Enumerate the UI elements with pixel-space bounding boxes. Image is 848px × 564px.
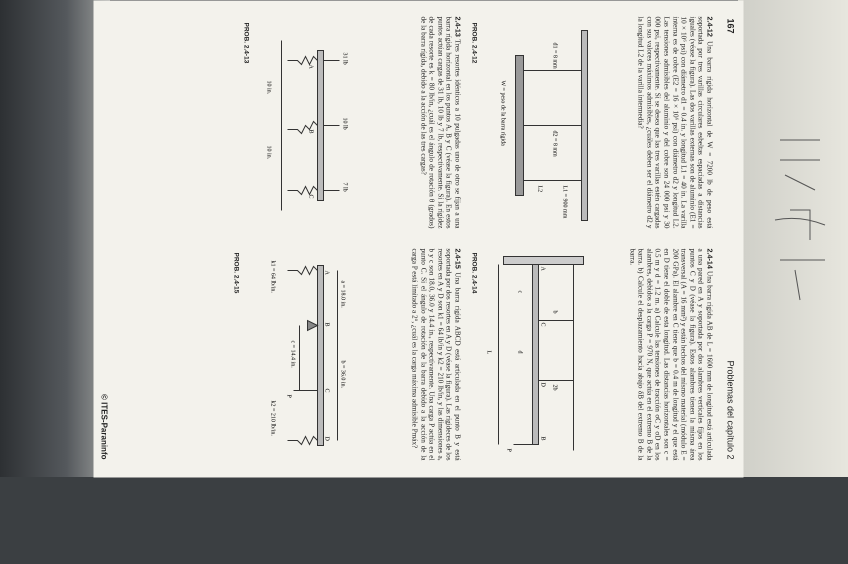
dim-b: b xyxy=(551,310,558,314)
dim-2b: 2b xyxy=(551,384,558,391)
k2-label: k2 = 210 lb/in. xyxy=(269,400,276,436)
spacing-BC: 10 in. xyxy=(265,145,272,160)
weight-caption: W = peso de la barra rígida xyxy=(499,80,506,146)
load-C: 7 lb xyxy=(341,182,348,192)
point-B: B xyxy=(307,129,314,134)
problem-number: 2.4-14 xyxy=(705,248,715,269)
problem-text: Tres resortes idénticos a 10 pulgadas uno de otro se fijan a una barra rígida horizontal en los puntos A, B y C (véase la figura). En estos puntos actúan cargas de 31 lb, 10 lb y 7 lb, respectivamente. Si la rigidez de cada resorte es k = 80 lb/in, ¿cuál es el ángulo de rotación θ (grados) de la barra rígida, debido a la acción de las tres cargas? xyxy=(419,16,462,229)
point-D: D xyxy=(323,436,330,441)
handwritten-notes-drawing xyxy=(770,120,830,320)
point-B: B xyxy=(539,436,546,441)
problem-2-4-14 xyxy=(628,249,714,461)
problem-number: 2.4-13 xyxy=(453,16,463,37)
dim-L: L xyxy=(485,350,492,355)
point-D: D xyxy=(539,382,546,387)
figure-prob-2-4-14 xyxy=(484,251,594,461)
point-C: C xyxy=(539,322,546,327)
point-A: A xyxy=(307,64,314,69)
chapter-header: Problemas del capítulo 2 xyxy=(725,360,736,460)
problem-number: 2.4-12 xyxy=(705,16,715,37)
d2-label: d2 = 8 mm xyxy=(551,130,558,157)
L1-label: L1 = 900 mm xyxy=(561,185,568,219)
load-P: P xyxy=(285,394,292,398)
dim-a: a = 18.0 in. xyxy=(339,280,346,308)
load-A: 31 lb xyxy=(341,52,348,65)
problem-text: Una barra rígida horizontal de W = 7200 lb de peso está soportada por tres varillas circulares esbeltas espaciadas a distancias iguales (véase la figura). Las dos varillas externas son de aluminio (E1 = 10 × 10⁶ psi) con diámetro d1 = 0.4 in. y longitud L1 = 40 in. La varilla interna es de cobre (E2 = 16 × 10⁶ psi) con diámetro d2 y longitud L2. Las tensiones admisibles del aluminio y del cobre son 24 000 psi y 30 000 psi, respectivamente. Si se desea que las tres varillas estén cargadas con sus valores máximos admisibles, ¿cuáles deben ser el diámetro d2 y la longitud L2 de la varilla intermedia? xyxy=(636,16,714,229)
page-header xyxy=(722,19,736,460)
point-C: C xyxy=(307,194,314,199)
point-A: A xyxy=(539,266,546,271)
figure-label-2-4-14: PROB. 2.4-14 xyxy=(470,252,478,294)
publisher-footer: © ITES-Paraninfo xyxy=(99,394,109,460)
figure-label-2-4-15: PROB. 2.4-15 xyxy=(232,252,240,294)
k1-label: k1 = 64 lb/in. xyxy=(269,260,276,293)
load-P: P xyxy=(505,448,512,452)
figure-prob-2-4-13 xyxy=(254,21,354,231)
spacing-AB: 10 in. xyxy=(265,80,272,95)
figure-label-2-4-12: PROB. 2.4-12 xyxy=(470,22,478,64)
textbook-page xyxy=(94,0,744,564)
problem-text: Una barra rígida AB de L = 1600 mm de longitud está articulada a una pared en A y soportada por dos alambres verticales fijos en los puntos C y D (véase la figura). Estos alambres tienen la misma área transversal (A = 16 mm²) y están hechos del mismo material (módulo E = 200 GPa). El alambre en C tiene que b = 0.4 m de longitud y el que está en D tiene el doble de esta longitud. Las distancias horizontales son c = 0.5 m y d = 1.2 m. a) Calcule las tensiones de tracción σC y σD en los alambres, debidos a la carga P = 970 N, que actúa en el extremo B de la barra. b) Calcule el desplazamiento hacia abajo δB del extremo B de la barra. xyxy=(628,248,714,461)
L2-label: L2 xyxy=(536,185,543,193)
problem-2-4-15 xyxy=(410,249,462,461)
problem-2-4-13 xyxy=(419,17,462,229)
page-number: 167 xyxy=(725,18,736,34)
figure-label-2-4-13: PROB. 2.4-13 xyxy=(242,22,250,64)
point-B: B xyxy=(323,322,330,327)
page-sheet xyxy=(94,1,744,478)
point-A: A xyxy=(323,270,330,275)
dim-b: b = 36.0 in. xyxy=(339,360,346,389)
point-C: C xyxy=(323,388,330,393)
dim-c: c xyxy=(516,290,523,294)
problem-number: 2.4-15 xyxy=(453,248,463,269)
problem-2-4-12 xyxy=(636,17,713,229)
dim-c: c = 14.4 in. xyxy=(289,340,296,368)
load-B: 10 lb xyxy=(341,117,348,130)
dim-d: d xyxy=(516,350,523,354)
figure-prob-2-4-15 xyxy=(244,251,354,461)
d1-label: d1 = 8 mm xyxy=(551,42,558,69)
figure-prob-2-4-12 xyxy=(484,21,594,231)
problem-text: Una barra rígida ABCD está articulada en el punto B y está soportada por dos resortes en A y D (véase la figura). Las rigideces de los resortes en A y D son k1 = 64 lb/in y k2 = 210 lb/in, y las dimensiones a, b y c son 18.0, 36.0 y 14.4 in., respectivamente. Una carga P actúa en el punto C. Si el ángulo de rotación de la barra debido a la acción de la carga P está limitado a 2°, ¿cuál es la carga máxima admisible Pmáx? xyxy=(410,248,462,461)
